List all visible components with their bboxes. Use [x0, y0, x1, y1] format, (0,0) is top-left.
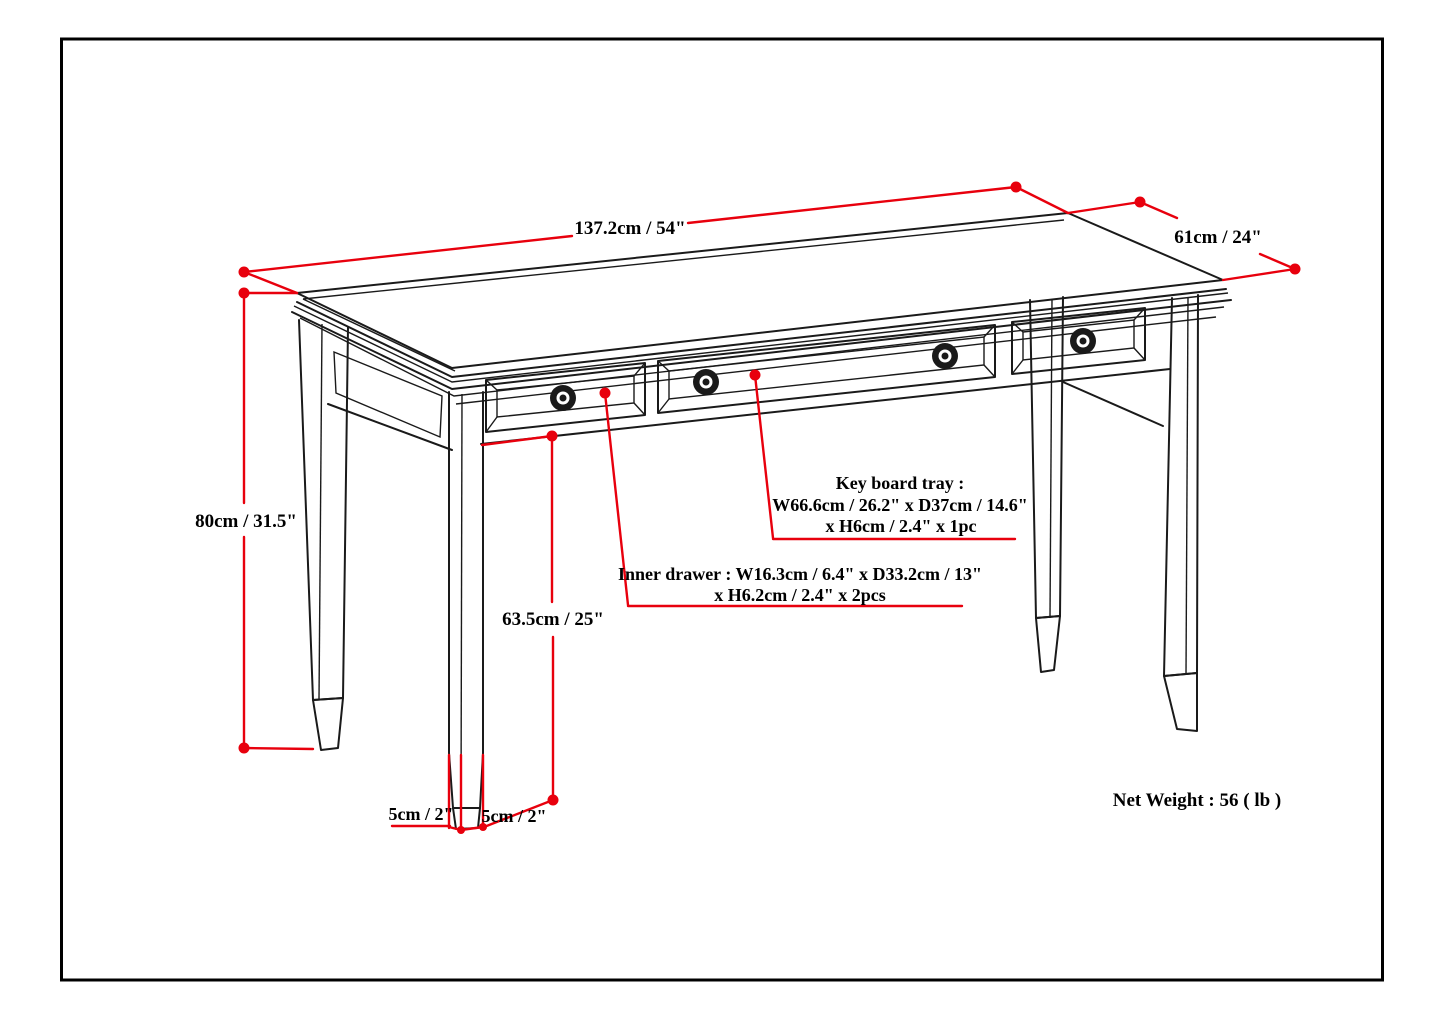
foot-width-label: 5cm / 2": [388, 804, 454, 824]
keyboard-tray-label-line3: x H6cm / 2.4" x 1pc: [825, 516, 977, 536]
right-drawer-knob: [1070, 328, 1096, 354]
left-drawer-knob: [550, 385, 576, 411]
inner-drawer-label-line1: Inner drawer : W16.3cm / 6.4" x D33.2cm / 13": [618, 564, 982, 584]
depth-dimension-label: 61cm / 24": [1174, 227, 1262, 248]
foot-depth-label: 5cm / 2": [481, 806, 547, 826]
clearance-dimension-label: 63.5cm / 25": [502, 609, 604, 630]
net-weight-label: Net Weight : 56 ( lb ): [1112, 790, 1282, 811]
width-dimension-label: 137.2cm / 54": [574, 218, 686, 239]
height-dimension-label: 80cm / 31.5": [195, 511, 297, 532]
center-drawer-knob-right: [932, 343, 958, 369]
inner-drawer-label-line2: x H6.2cm / 2.4" x 2pcs: [714, 585, 886, 605]
keyboard-tray-label-line1: Key board tray :: [835, 473, 965, 493]
center-drawer-knob-left: [693, 369, 719, 395]
keyboard-tray-label-line2: W66.6cm / 26.2" x D37cm / 14.6": [772, 495, 1028, 515]
diagram-border: [62, 39, 1383, 980]
